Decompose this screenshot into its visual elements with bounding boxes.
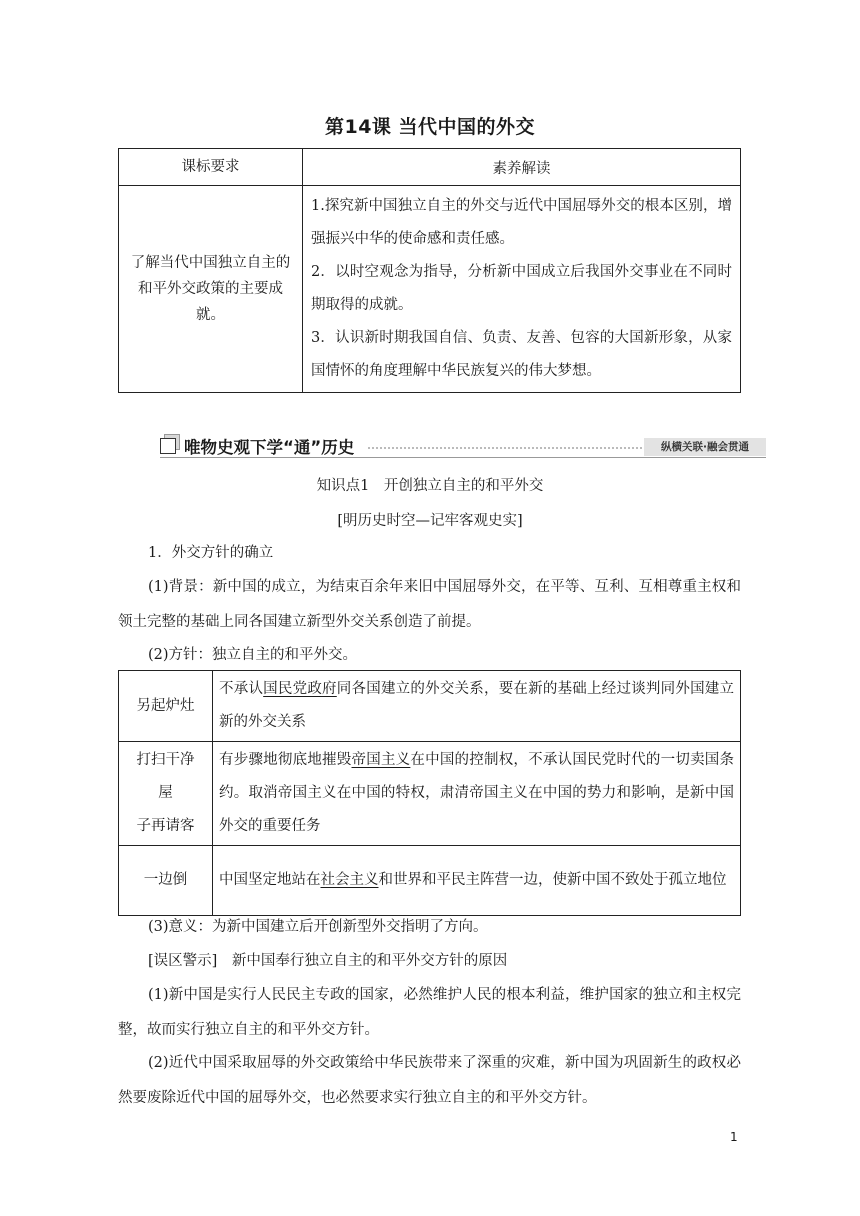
- warning-paragraph-2: (2)近代中国采取屈辱的外交政策给中华民族带来了深重的灾难，新中国为巩固新生的政权必然要废除近代中国的屈辱外交，也必然要求实行独立自主的和平外交方针。: [118, 1055, 741, 1106]
- literacy-interpretation: [303, 186, 741, 393]
- warning-paragraph-1: (1)新中国是实行人民民主专政的国家，必然维护人民的根本利益，维护国家的独立和主权完整，故而实行独立自主的和平外交方针。: [118, 987, 741, 1038]
- page-number: 1: [730, 1130, 738, 1144]
- policy-description: 不承认国民党政府同各国建立的外交关系，要在新的基础上经过谈判同外国建立新的外交关系: [213, 671, 741, 742]
- background-paragraph: (1)背景：新中国的成立，为结束百余年来旧中国屈辱外交，在平等、互利、互相尊重主权和领土完整的基础上同各国建立新型外交关系创造了前提。: [118, 579, 741, 630]
- underlined-keyword: 社会主义: [320, 872, 379, 888]
- lesson-title: 第14课 当代中国的外交: [324, 116, 536, 138]
- policy-name: 另起炉灶: [119, 671, 213, 742]
- curriculum-requirement: 了解当代中国独立自主的和平外交政策的主要成就。: [119, 186, 303, 393]
- significance-paragraph: (3)意义：为新中国建立后开创新型外交指明了方向。: [148, 919, 488, 935]
- literacy-item-3: 3．认识新时期我国自信、负责、友善、包容的大国新形象，从家国情怀的角度理解中华民族复兴的伟大梦想。: [311, 330, 732, 379]
- banner-baseline: [160, 457, 766, 458]
- banner-square-icon: [160, 438, 176, 454]
- underlined-keyword: 帝国主义: [351, 752, 411, 768]
- policy-name: 打扫干净 屋 子再请客: [119, 742, 213, 846]
- policy-description: 中国坚定地站在社会主义和世界和平民主阵营一边，使新中国不致处于孤立地位: [213, 846, 741, 916]
- knowledge-point-subheading: [明历史时空—记牢客观史实]: [337, 513, 523, 529]
- literacy-item-1: 1.探究新中国独立自主的外交与近代中国屈辱外交的根本区别，增强振兴中华的使命感和责任感。: [311, 198, 732, 247]
- knowledge-point-heading: 知识点1 开创独立自主的和平外交: [316, 478, 544, 494]
- underlined-keyword: 国民党政府: [263, 681, 337, 697]
- policy-description: 有步骤地彻底地摧毁帝国主义在中国的控制权，不承认国民党时代的一切卖国条约。取消帝国主义在中国的特权，肃清帝国主义在中国的势力和影响，是新中国外交的重要任务: [213, 742, 741, 846]
- banner-tag: 纵横关联·融会贯通: [644, 438, 766, 456]
- section-banner: [160, 434, 766, 458]
- literacy-item-2: 2．以时空观念为指导，分析新中国成立后我国外交事业在不同时期取得的成就。: [311, 264, 732, 313]
- goals-header-left: 课标要求: [119, 149, 303, 186]
- banner-dotted-divider: [368, 447, 642, 449]
- policy-table: [118, 670, 741, 916]
- goals-header-right: 素养解读: [303, 149, 741, 186]
- policy-paragraph: (2)方针：独立自主的和平外交。: [148, 647, 358, 663]
- policy-name: 一边倒: [119, 846, 213, 916]
- warning-title: [误区警示] 新中国奉行独立自主的和平外交方针的原因: [148, 953, 508, 969]
- curriculum-goals-table: [118, 148, 741, 393]
- banner-title: 唯物史观下学“通”历史: [184, 438, 355, 457]
- point-1-heading: 1．外交方针的确立: [148, 545, 274, 561]
